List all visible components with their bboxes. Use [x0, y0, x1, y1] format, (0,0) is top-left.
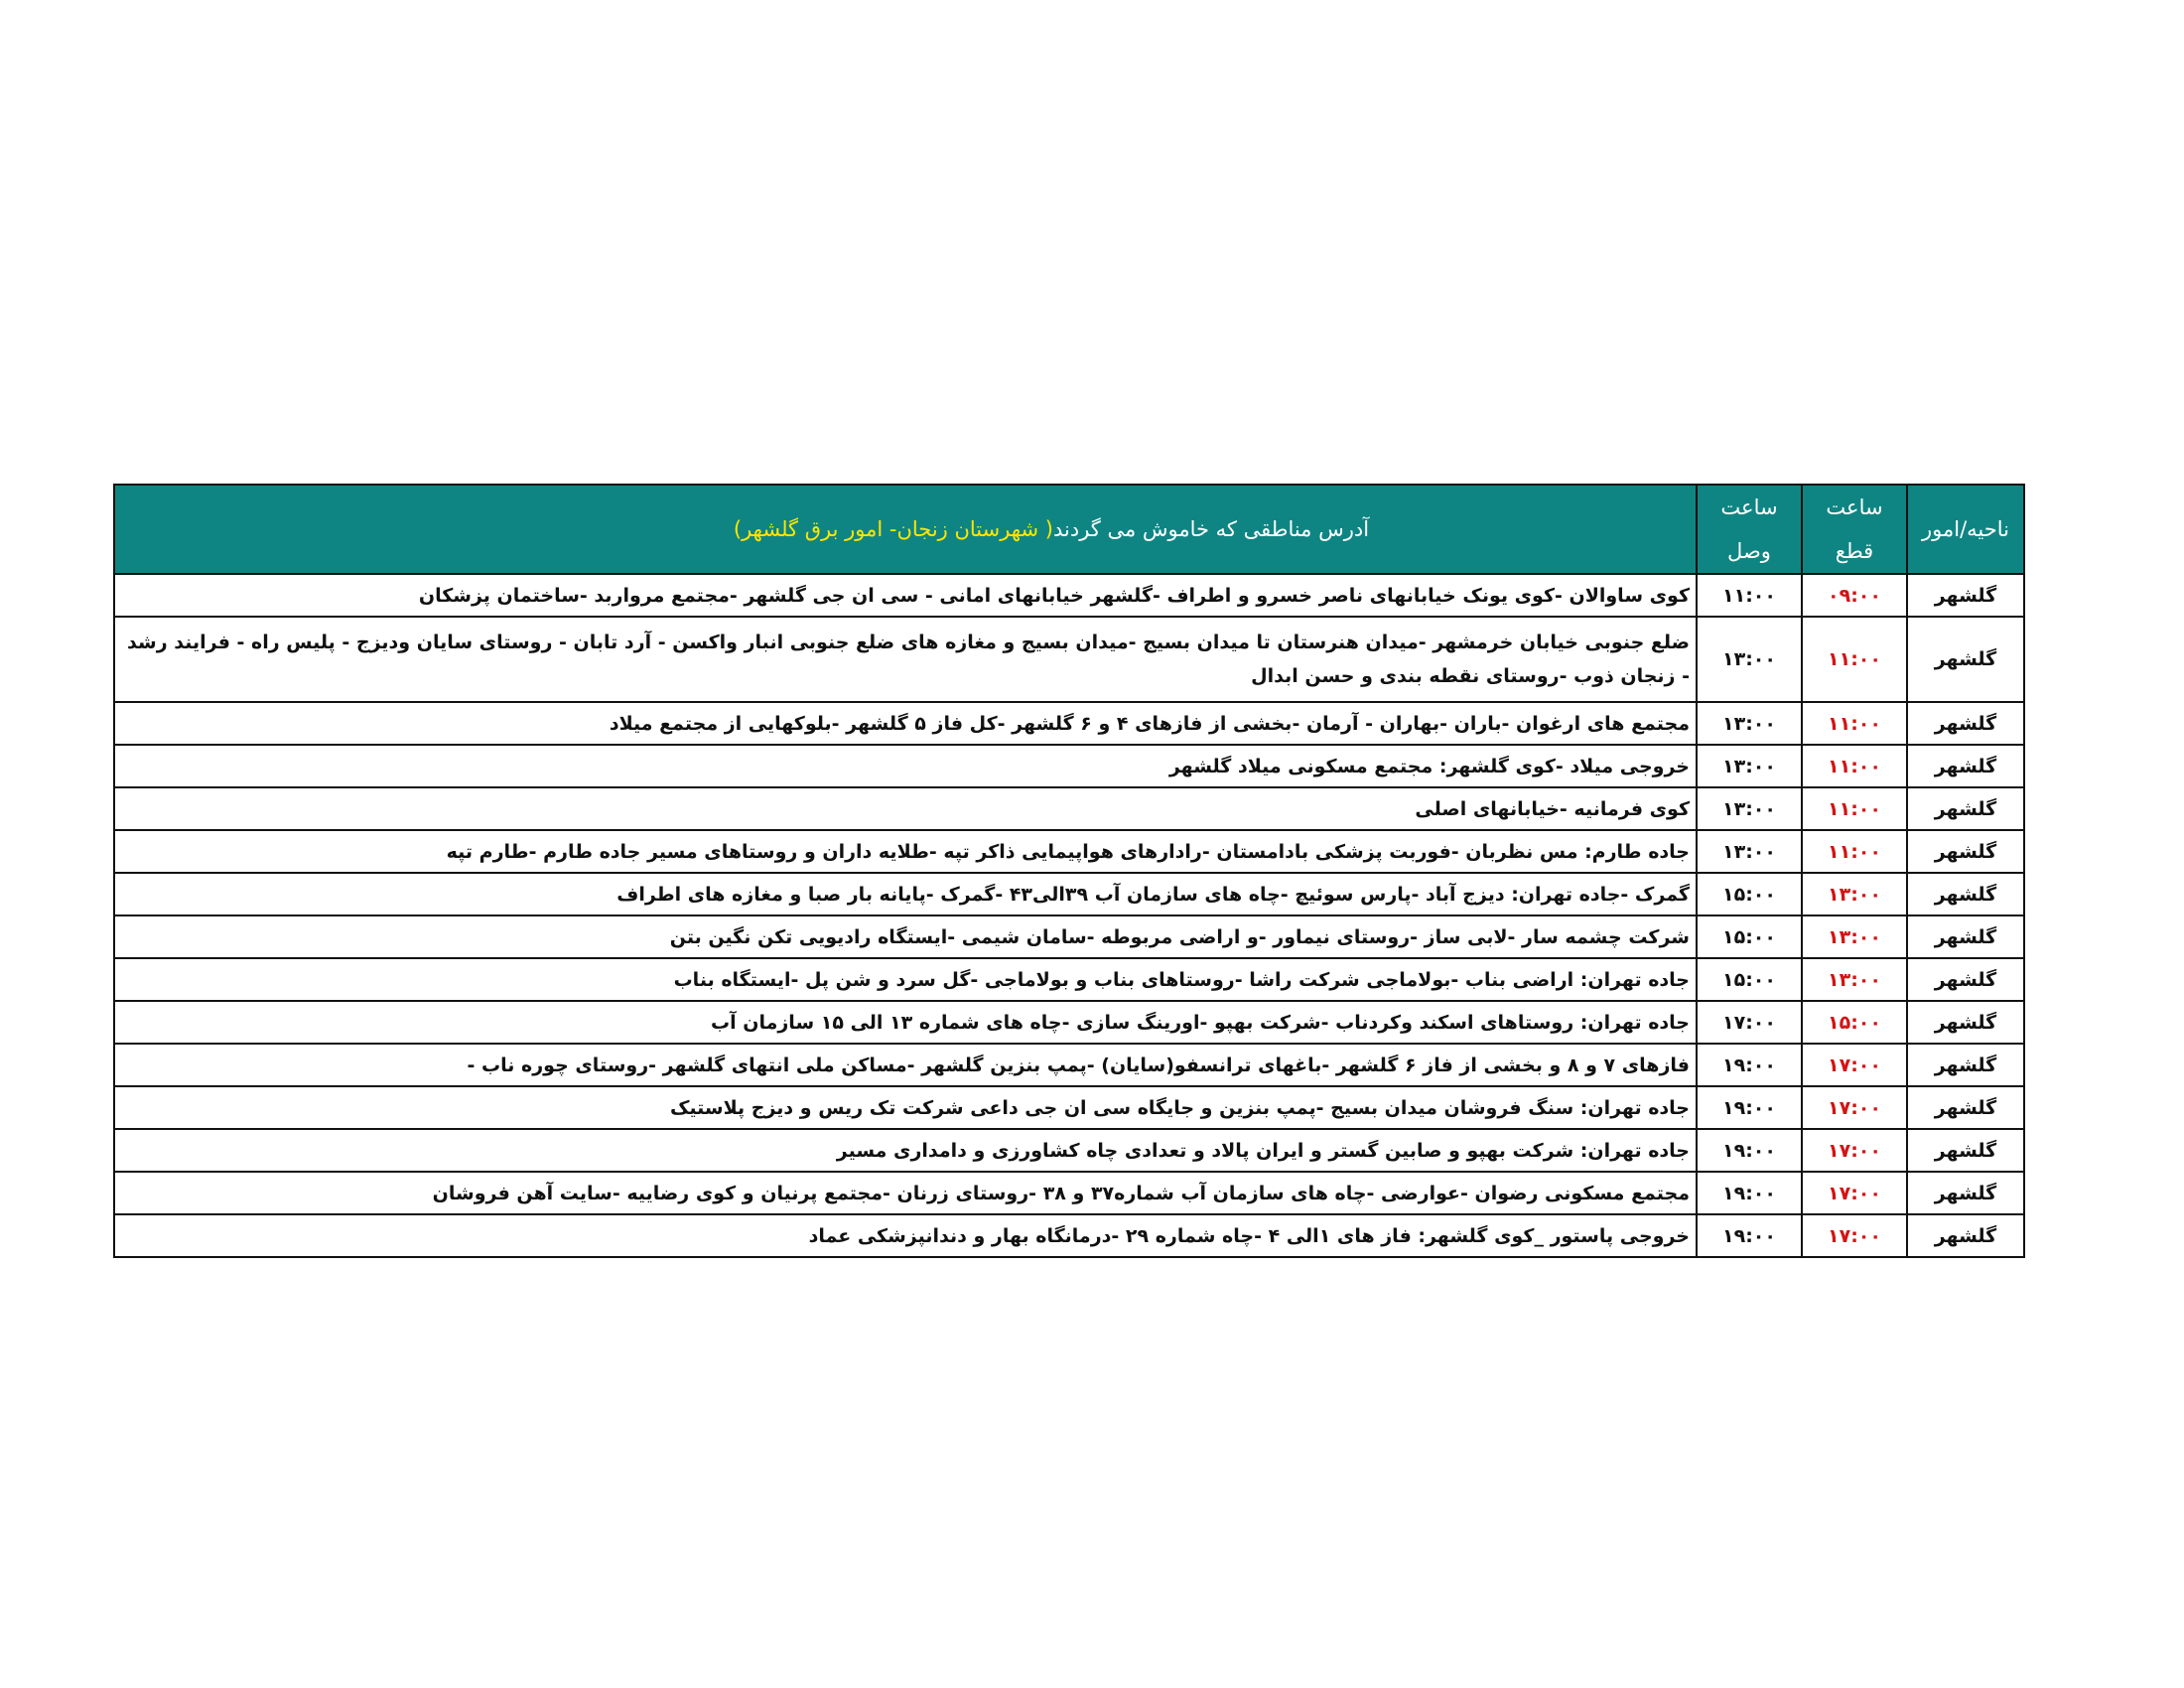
area-cell: گلشهر: [1907, 574, 2024, 617]
area-cell: گلشهر: [1907, 915, 2024, 958]
connect-time-cell: ۱۵:۰۰: [1697, 873, 1802, 915]
address-cell: جاده تهران: سنگ فروشان میدان بسیج -پمپ بنزین و جایگاه سی ان جی داعی شرکت تک ریس و دیزج پلاستیک: [114, 1086, 1697, 1129]
address-cell: شرکت چشمه سار -لابی ساز -روستای نیماور -و اراضی مربوطه -سامان شیمی -ایستگاه رادیویی تکن نگین بتن: [114, 915, 1697, 958]
table-row: [114, 958, 2024, 1001]
cut-time-cell: ۱۳:۰۰: [1802, 873, 1907, 915]
table-row: [114, 873, 2024, 915]
cut-time-cell: ۱۷:۰۰: [1802, 1129, 1907, 1172]
table-row: [114, 702, 2024, 745]
table-row: [114, 745, 2024, 787]
header-cut-time: ساعت قطع: [1802, 485, 1907, 574]
connect-time-cell: ۱۳:۰۰: [1697, 830, 1802, 873]
address-cell: جاده طارم: مس نظربان -فوربت پزشکی بادامستان -رادارهای هواپیمایی ذاکر تپه -طلایه داران و روستاهای مسیر جاده طارم -طارم تپه: [114, 830, 1697, 873]
table-row: [114, 1129, 2024, 1172]
address-cell: کوی ساوالان -کوی یونک خیابانهای ناصر خسرو و اطراف -گلشهر خیابانهای امانی - سی ان جی گلشهر -مجتمع مرواربد -ساختمان پزشکان: [114, 574, 1697, 617]
table-row: [114, 1214, 2024, 1257]
address-cell: جاده تهران: اراضی بناب -بولاماجی شرکت راشا -روستاهای بناب و بولاماجی -گل سرد و شن پل -ایستگاه بناب: [114, 958, 1697, 1001]
address-cell: فازهای ۷ و ۸ و بخشی از فاز ۶ گلشهر -باغهای ترانسفو(سایان) -پمپ بنزین گلشهر -مساکن ملی انتهای گلشهر -روستای چوره ناب -: [114, 1044, 1697, 1086]
table-row: [114, 1001, 2024, 1044]
address-cell: جاده تهران: روستاهای اسکند وکردناب -شرکت بهپو -اورینگ سازی -چاه های شماره ۱۳ الی ۱۵ سازمان آب: [114, 1001, 1697, 1044]
address-cell: خروجی میلاد -کوی گلشهر: مجتمع مسکونی میلاد گلشهر: [114, 745, 1697, 787]
table-row: [114, 1172, 2024, 1214]
connect-time-cell: ۱۵:۰۰: [1697, 958, 1802, 1001]
cut-time-cell: ۱۳:۰۰: [1802, 958, 1907, 1001]
area-cell: گلشهر: [1907, 787, 2024, 830]
cut-time-cell: ۱۱:۰۰: [1802, 702, 1907, 745]
area-cell: گلشهر: [1907, 1214, 2024, 1257]
cut-time-cell: ۱۱:۰۰: [1802, 787, 1907, 830]
cut-time-cell: ۱۷:۰۰: [1802, 1214, 1907, 1257]
area-cell: گلشهر: [1907, 1172, 2024, 1214]
address-cell: گمرک -جاده تهران: دیزج آباد -پارس سوئیچ -چاه های سازمان آب ۳۹الی۴۳ -گمرک -پایانه بار صبا و مغازه های اطراف: [114, 873, 1697, 915]
table-row: [114, 617, 2024, 702]
cut-time-cell: ۱۱:۰۰: [1802, 830, 1907, 873]
connect-time-cell: ۱۳:۰۰: [1697, 617, 1802, 702]
table-row: [114, 830, 2024, 873]
address-title-highlight: ( شهرستان زنجان- امور برق گلشهر): [733, 517, 1053, 541]
connect-time-cell: ۱۹:۰۰: [1697, 1044, 1802, 1086]
area-cell: گلشهر: [1907, 1129, 2024, 1172]
connect-time-cell: ۱۳:۰۰: [1697, 787, 1802, 830]
header-area: ناحیه/امور: [1907, 485, 2024, 574]
table-row: [114, 574, 2024, 617]
area-cell: گلشهر: [1907, 830, 2024, 873]
header-connect-time: ساعت وصل: [1697, 485, 1802, 574]
cut-time-cell: ۱۳:۰۰: [1802, 915, 1907, 958]
connect-time-cell: ۱۳:۰۰: [1697, 745, 1802, 787]
cut-time-cell: ۱۵:۰۰: [1802, 1001, 1907, 1044]
area-cell: گلشهر: [1907, 617, 2024, 702]
address-cell: خروجی پاستور _کوی گلشهر: فاز های ۱الی ۴ -چاه شماره ۲۹ -درمانگاه بهار و دندانپزشکی عماد: [114, 1214, 1697, 1257]
table-row: [114, 915, 2024, 958]
area-cell: گلشهر: [1907, 1044, 2024, 1086]
table-row: [114, 1086, 2024, 1129]
table-row: [114, 787, 2024, 830]
address-cell: مجتمع مسکونی رضوان -عوارضی -چاه های سازمان آب شماره۳۷ و ۳۸ -روستای زرنان -مجتمع پرنیان و کوی رضاییه -سایت آهن فروشان: [114, 1172, 1697, 1214]
table-row: [114, 1044, 2024, 1086]
connect-time-cell: ۱۱:۰۰: [1697, 574, 1802, 617]
cut-time-cell: ۱۱:۰۰: [1802, 745, 1907, 787]
outage-schedule-table: [113, 484, 2025, 1258]
connect-time-cell: ۱۹:۰۰: [1697, 1086, 1802, 1129]
area-cell: گلشهر: [1907, 958, 2024, 1001]
connect-time-cell: ۱۹:۰۰: [1697, 1129, 1802, 1172]
connect-time-cell: ۱۵:۰۰: [1697, 915, 1802, 958]
table-header-row: [114, 485, 2024, 574]
cut-time-cell: ۱۱:۰۰: [1802, 617, 1907, 702]
connect-time-cell: ۱۹:۰۰: [1697, 1214, 1802, 1257]
connect-time-cell: ۱۹:۰۰: [1697, 1172, 1802, 1214]
area-cell: گلشهر: [1907, 873, 2024, 915]
cut-time-cell: ۰۹:۰۰: [1802, 574, 1907, 617]
cut-time-cell: ۱۷:۰۰: [1802, 1044, 1907, 1086]
connect-time-cell: ۱۷:۰۰: [1697, 1001, 1802, 1044]
address-cell: جاده تهران: شرکت بهپو و صابین گستر و ایران پالاد و تعدادی چاه کشاورزی و دامداری مسیر: [114, 1129, 1697, 1172]
address-cell: مجتمع های ارغوان -باران -بهاران - آرمان -بخشی از فازهای ۴ و ۶ گلشهر -کل فاز ۵ گلشهر -بلوکهایی از مجتمع میلاد: [114, 702, 1697, 745]
address-cell: ضلع جنوبی خیابان خرمشهر -میدان هنرستان تا میدان بسیج -میدان بسیج و مغازه های ضلع جنوبی انبار واکسن - آرد تابان - روستای سایان ودیزج - پلیس راه - فرایند رشد - زنجان ذوب -روستای نقطه بندی و حسن ابدال: [114, 617, 1697, 702]
area-cell: گلشهر: [1907, 1086, 2024, 1129]
area-cell: گلشهر: [1907, 745, 2024, 787]
area-cell: گلشهر: [1907, 702, 2024, 745]
area-cell: گلشهر: [1907, 1001, 2024, 1044]
cut-time-cell: ۱۷:۰۰: [1802, 1172, 1907, 1214]
connect-time-cell: ۱۳:۰۰: [1697, 702, 1802, 745]
cut-time-cell: ۱۷:۰۰: [1802, 1086, 1907, 1129]
header-address-title: [114, 485, 1697, 574]
address-title-text: آدرس مناطقی که خاموش می گردند: [1052, 517, 1370, 541]
address-cell: کوی فرمانیه -خیابانهای اصلی: [114, 787, 1697, 830]
